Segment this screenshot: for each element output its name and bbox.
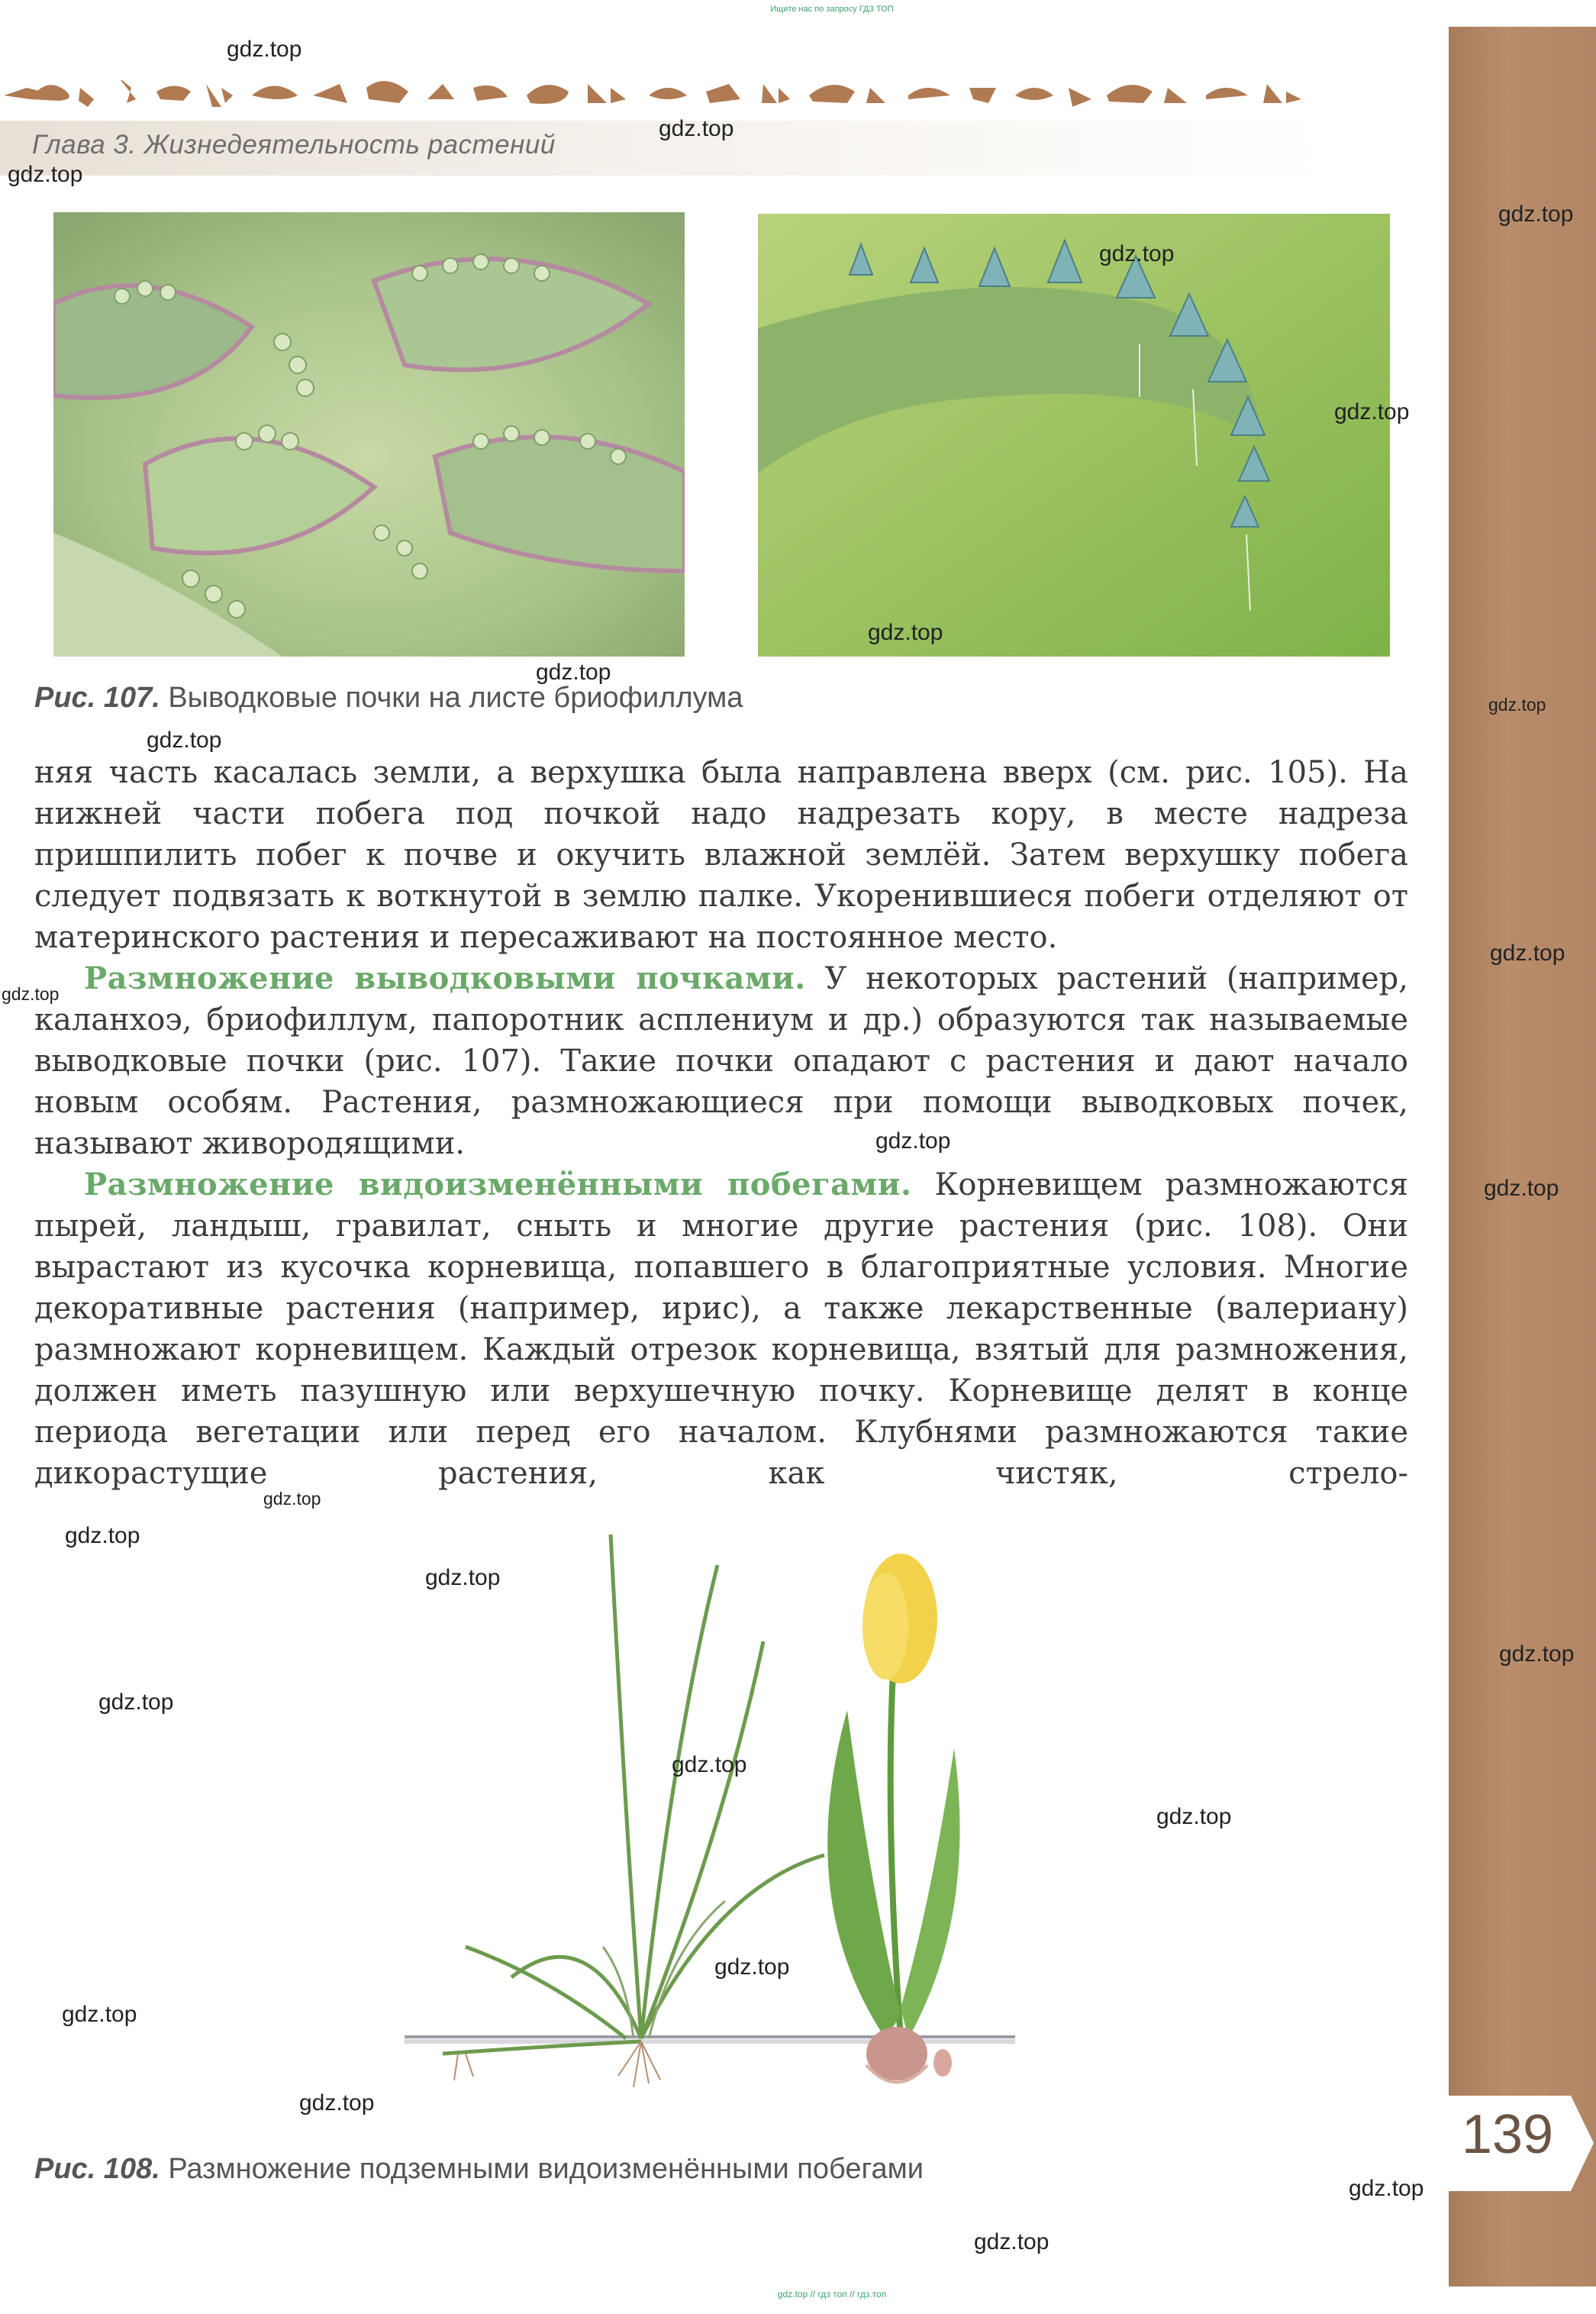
watermark: gdz.top [1156,1804,1232,1829]
watermark: gdz.top [672,1752,747,1777]
figure-108-caption [34,2153,924,2186]
paragraph-3 [34,1164,1408,1494]
leaf-edge-plantlets-photo [758,214,1390,657]
watermark: gdz.top [868,620,943,645]
right-margin-strip [1449,27,1596,2287]
paragraph-3-text: Корневищем размножаются пырей, ландыш, гравилат, сныть и многие другие растения (рис. 108). Они вырастают из кусочка корневища, попавшего в благоприятные условия. Многие декоративные растения (например, ирис), а также лекарственные (валериану) размножают корневищем. Каждый отрезок корневища, взятый для размножения, должен иметь пазушную или верхушечную почку. Корневище делят в конце периода вегетации или перед его началом. Клубнями размножаются такие дикорастущие растения, как чистяк, стрело- [34,1167,1409,1491]
watermark: gdz.top [1498,202,1574,227]
subhead-brood-buds: Размножение выводковыми почками. [84,960,806,996]
figure-108-text: Размножение подземными видоизменёнными побегами [168,2153,924,2185]
watermark: gdz.top [98,1690,174,1715]
watermark: gdz.top [1099,241,1175,266]
watermark: gdz.top [536,660,611,685]
watermark: gdz.top [1488,695,1546,715]
figure-108-number: Рис. 108. [34,2153,160,2185]
subhead-modified-shoots: Размножение видоизменёнными побегами. [84,1167,912,1202]
paragraph-2-text: У некоторых растений (например, каланхоэ, бриофиллум, папоротник асплениум и др.) образуются так называемые выводковые почки (рис. 107). Такие почки опадают с растения и дают начало новым особям. Растения, размножающиеся при помощи выводковых почек, называют живородящими. [34,961,1409,1161]
watermark: gdz.top [659,116,734,141]
top-search-caption: Ищите нас по запросу ГДЗ ТОП [770,5,894,14]
watermark: gdz.top [714,1954,790,1980]
page-number: 139 [1461,2104,1554,2165]
paragraph-1: няя часть касалась земли, а верхушка была направлена вверх (см. рис. 105). На нижней части побега под почкой надо надрезать кору, в месте надреза пришпилить побег к почве и окучить влажной землёй. Затем верхушку побега следует подвязать к воткнутой в землю палке. Укоренившиеся побеги отделяют от материнского растения и пересаживают на постоянное место. [34,755,1408,955]
watermark: gdz.top [227,37,302,62]
watermark: gdz.top [62,2002,137,2027]
bryophyllum-leaves-photo [53,212,685,657]
figure-107-caption [34,682,743,715]
paragraph-2 [34,958,1408,1164]
watermark: gdz.top [1349,2176,1424,2201]
animal-silhouette-frieze [0,65,1328,118]
watermark: gdz.top [147,728,222,753]
footer-caption: gdz.top // гдз топ // гдз.топ [777,2289,887,2299]
watermark: gdz.top [65,1523,140,1548]
watermark: gdz.top [8,162,83,187]
figure-107-number: Рис. 107. [34,682,160,714]
watermark: gdz.top [875,1128,951,1154]
watermark: gdz.top [1490,941,1565,966]
watermark: gdz.top [2,984,60,1004]
watermark: gdz.top [1499,1641,1575,1667]
watermark: gdz.top [425,1565,501,1590]
chapter-title: Глава 3. Жизнедеятельность растений [32,130,556,160]
watermark: gdz.top [974,2229,1049,2254]
main-text [34,752,1408,1494]
figure-107-text: Выводковые почки на листе бриофиллума [168,682,743,714]
watermark: gdz.top [1484,1176,1559,1201]
watermark: gdz.top [263,1489,321,1509]
watermark: gdz.top [299,2090,375,2116]
plants-illustration [397,1519,1030,2130]
watermark: gdz.top [1334,399,1410,424]
